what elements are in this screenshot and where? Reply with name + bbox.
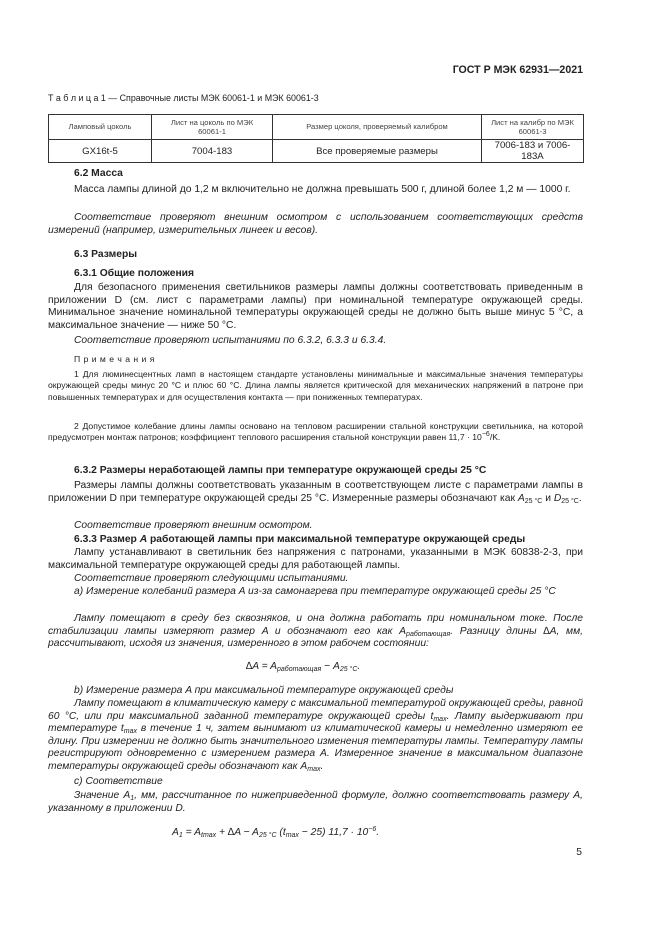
reference-table bbox=[48, 114, 584, 163]
note-2 bbox=[48, 421, 583, 444]
page-number: 5 bbox=[576, 847, 582, 858]
subscript-1: 1 bbox=[130, 795, 135, 802]
item-c-part-2: , мм, рассчитанное по нижеприведенной формуле, должно соответствовать размеру A, указанному в приложении D. bbox=[48, 790, 583, 814]
note-2-text: 2 Допустимое колебание длины лампы основано на тепловом расширении стальной конструкции светильника, на которой предусмотрен монтаж патронов; коэффициент теплового расширения стальной конструкции равен 11,7 · 10 bbox=[48, 421, 583, 443]
formula-delta-a bbox=[246, 661, 360, 672]
formula-1-lhs: ∆A = A bbox=[246, 661, 278, 672]
cell-gauge-sheet: 7006-183 и 7006-183A bbox=[482, 140, 584, 163]
item-c-part-1: Значение A bbox=[74, 790, 131, 801]
heading-symbol-a: A bbox=[139, 534, 148, 545]
formula-1-end: . bbox=[357, 661, 361, 672]
section-6-2-text: Масса лампы длиной до 1,2 м включительно не должна превышать 500 г, длиной более 1,2 м — 1000 г. bbox=[74, 184, 571, 195]
section-6-3-1-compliance: Соответствие проверяют испытаниями по 6.3.2, 6.3.3 и 6.3.4. bbox=[74, 335, 387, 346]
subscript-working: работающая bbox=[406, 630, 451, 638]
table-caption bbox=[48, 93, 319, 103]
table-caption-title: — Справочные листы МЭК 60061-1 и МЭК 60061-3 bbox=[105, 93, 319, 103]
formula-2-exponent: −6 bbox=[368, 826, 377, 833]
note-2-exponent: −6 bbox=[481, 431, 490, 439]
section-6-3-2-heading: 6.3.2 Размеры неработающей лампы при температуре окружающей среды 25 °C bbox=[74, 465, 487, 476]
col-header-base: Ламповый цоколь bbox=[49, 115, 152, 140]
subscript-tmax-3: max bbox=[307, 765, 321, 773]
formula-2-f: . bbox=[376, 827, 380, 838]
section-6-3-3-compliance: Соответствие проверяют следующими испытаниями. bbox=[74, 573, 349, 584]
item-b-part-1: Лампу помещают в климатическую камеру с максимальной температурой окружающей среды, равной 60 °C, или при максимальной заданной температуре окружающей среды t bbox=[48, 698, 583, 722]
subscript-25c-a: 25 °C bbox=[524, 497, 543, 505]
item-b-part-2: . Лампу выдерживают при температуре t bbox=[48, 710, 584, 735]
item-b-text bbox=[48, 698, 583, 774]
item-b-part-4: . bbox=[320, 760, 324, 772]
table-row bbox=[49, 140, 584, 163]
section-6-3-2-compliance: Соответствие проверяют внешним осмотром. bbox=[74, 520, 313, 531]
formula-1-sub-25c: 25 °C bbox=[339, 666, 358, 673]
cell-gauge-dimension: Все проверяемые размеры bbox=[273, 140, 482, 163]
col-header-base-sheet: Лист на цоколь по МЭК 60061-1 bbox=[152, 115, 273, 140]
formula-2-d: (t bbox=[276, 827, 286, 838]
formula-1-sub-working: работающая bbox=[277, 666, 322, 673]
col-header-gauge-dimension: Размер цоколя, проверяемый калибром bbox=[273, 115, 482, 140]
symbol-a: A bbox=[517, 492, 525, 504]
note-1: 1 Для люминесцентных ламп в настоящем стандарте установлены минимальные и максимальные значения температуры окружающей среды минус 20 °C и плюс 60 °C. Длина лампы является критической для механических напряжений в патроне при повышенных температурах и для осуществления контакта — при пониженных температурах. bbox=[48, 369, 583, 402]
item-a: а) Измерение колебаний размера A из-за самонагрева при температуре окружающей среды 25 °C bbox=[74, 586, 556, 597]
formula-2-a: A bbox=[172, 827, 179, 838]
section-6-3-1-text: Для безопасного применения светильников размеры лампы должны соответствовать приведенным в приложении D (см. лист с параметрами лампы) при номинальной температуре окружающей среды. Минимальное значение номинальной температуры окружающей среды не должно быть выше минус 5 °C, а максимальное значение — ниже 50 °C. bbox=[48, 282, 583, 331]
table-header-row bbox=[49, 115, 584, 140]
section-6-2-compliance: Соответствие проверяют внешним осмотром с использованием соответствующих средств измерений (например, измерительных линеек и весов). bbox=[48, 212, 583, 236]
formula-2-e: − 25) 11,7 · 10 bbox=[298, 827, 369, 838]
col-header-gauge-sheet: Лист на калибр по МЭК 60061-3 bbox=[482, 115, 584, 140]
formula-2-c: + ∆A − A bbox=[216, 827, 259, 838]
section-6-3-3-heading bbox=[48, 534, 583, 547]
notes-title: П р и м е ч а н и я bbox=[74, 354, 155, 364]
section-6-3-1-heading: 6.3.1 Общие положения bbox=[74, 268, 194, 279]
formula-1-minus: − A bbox=[321, 661, 340, 672]
note-2-unit: /K. bbox=[489, 432, 501, 443]
item-b-part-3: в течение 1 ч, затем вынимают из климатической камеры и немедленно измеряют ее длину. При измерении не должно быть значительного изменения температуры лампы. Температуру лампы регистрируют одновременно с измерением размера A. Измеренное значение в максимальном диапазоне температуры окружающей среды обозначают как A bbox=[48, 723, 583, 772]
cell-base-sheet: 7004-183 bbox=[152, 140, 273, 163]
subscript-tmax-1: max bbox=[433, 715, 447, 723]
section-6-3-2-text bbox=[48, 480, 583, 505]
subscript-tmax-2: max bbox=[123, 728, 138, 736]
heading-prefix: 6.3.3 Размер bbox=[74, 534, 140, 545]
symbol-d: D bbox=[553, 492, 562, 504]
period: . bbox=[578, 492, 582, 504]
item-a-text bbox=[48, 613, 583, 651]
formula-2-sub-tmax: tmax bbox=[201, 832, 217, 839]
section-6-3-heading: 6.3 Размеры bbox=[74, 249, 138, 260]
table-caption-prefix: Т а б л и ц а 1 bbox=[48, 93, 106, 103]
subscript-25c-d: 25 °C bbox=[561, 497, 579, 505]
item-a-sentence-end: . Разницу длины ∆A, мм, рассчитывают, исходя из значения, измеренного в этом рабочем состоянии: bbox=[48, 625, 583, 650]
formula-a1 bbox=[172, 827, 379, 838]
item-c-text bbox=[48, 790, 583, 815]
cell-base: GX16t-5 bbox=[49, 140, 152, 163]
section-6-3-2-sentence: Размеры лампы должны соответствовать указанным в соответствующем листе с параметрами лампы в приложении D при температуре окружающей среды 25 °C. Измеренные размеры обозначают как bbox=[48, 480, 583, 504]
item-b: b) Измерение размера A при максимальной температуре окружающей среды bbox=[74, 685, 454, 696]
formula-2-b: = A bbox=[182, 827, 202, 838]
formula-2-sub-25c: 25 °C bbox=[258, 832, 277, 839]
formula-2-sub-max: max bbox=[285, 832, 299, 839]
section-6-2-heading: 6.2 Масса bbox=[74, 168, 123, 179]
conjunction: и bbox=[542, 492, 554, 504]
item-a-sentence: Лампу помещают в среду без сквозняков, и она должна работать при номинальном токе. После стабилизации лампы измеряют размер A и обозначают его как A bbox=[48, 613, 583, 637]
section-6-3-3-text: Лампу устанавливают в светильник без напряжения с патронами, указанными в МЭК 60838-2-3, при максимальной температуре окружающей среды для работающей лампы. bbox=[48, 547, 583, 571]
standard-number: ГОСТ Р МЭК 62931—2021 bbox=[452, 64, 583, 76]
heading-suffix: работающей лампы при максимальной температуре окружающей среды bbox=[147, 534, 526, 545]
item-c: c) Соответствие bbox=[74, 776, 163, 787]
formula-2-sub-1: 1 bbox=[178, 832, 183, 839]
